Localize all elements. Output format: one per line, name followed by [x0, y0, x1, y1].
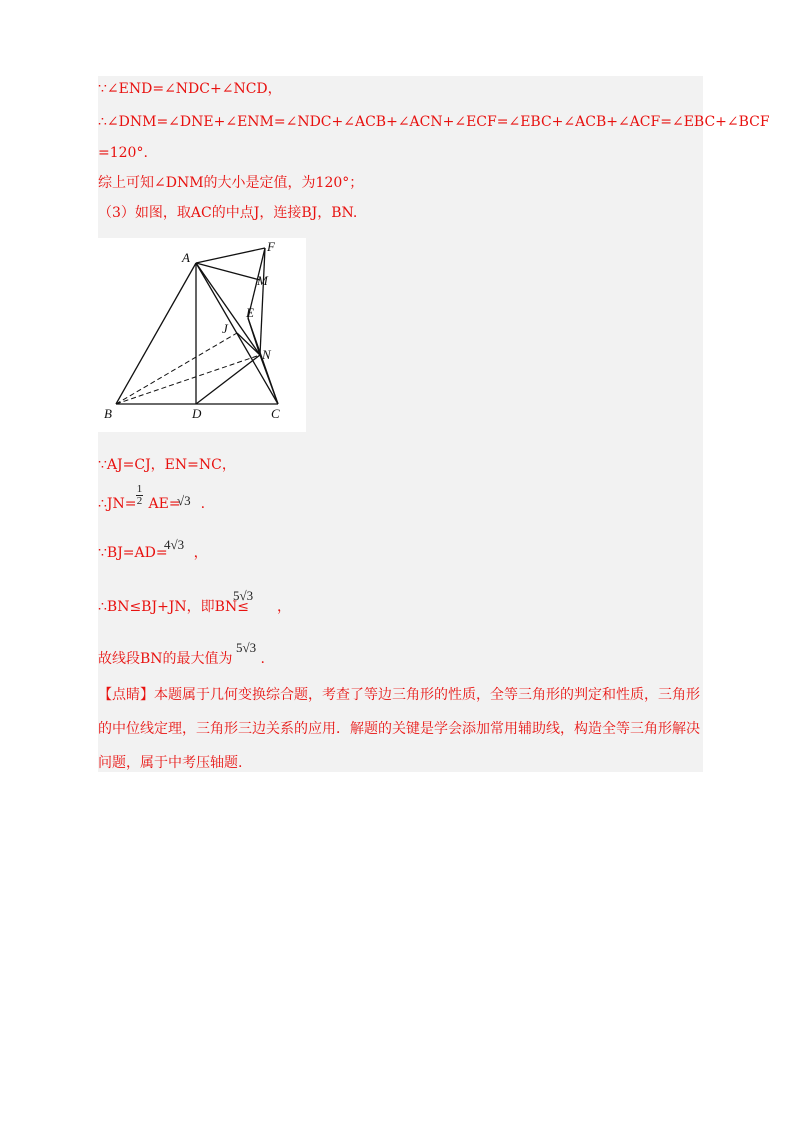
fraction-denominator: 2: [136, 495, 143, 507]
line7-part-c: .: [200, 496, 206, 512]
comment-paragraph: [98, 678, 703, 780]
label-C: C: [271, 406, 280, 421]
segment-NC: [260, 355, 278, 404]
text-line-1: ∵∠END=∠NDC+∠NCD，: [98, 81, 282, 97]
label-A: A: [182, 250, 190, 265]
comment-tag: 【点睛】: [98, 687, 154, 703]
segment-AB: [116, 263, 196, 404]
label-E: E: [246, 305, 254, 320]
line8-part-a: ∵BJ=AD=: [98, 545, 168, 561]
geometry-diagram: [98, 238, 306, 432]
text-line-5: （3）如图，取AC的中点J，连接BJ，BN.: [98, 205, 358, 221]
label-M: M: [257, 273, 268, 288]
line10-part-a: 故线段BN的最大值为: [98, 651, 233, 667]
line7-part-a: ∴JN=: [98, 496, 137, 512]
line10-part-b: .: [260, 651, 265, 667]
five-sqrt3-value-a: 5√3: [233, 588, 254, 603]
text-line-2: ∴∠DNM=∠DNE+∠ENM=∠NDC+∠ACB+∠ACN+∠ECF=∠EBC+∠ACB+∠ACF=∠EBC+∠BCF: [98, 114, 770, 130]
label-N: N: [262, 347, 271, 362]
label-F: F: [267, 239, 275, 254]
geometry-figure: [98, 238, 306, 432]
text-line-8: [98, 544, 208, 562]
text-line-9: [98, 598, 291, 616]
text-line-4: 综上可知∠DNM的大小是定值，为120°；: [98, 175, 364, 191]
label-B: B: [104, 406, 112, 421]
text-line-3: =120°.: [98, 145, 148, 161]
sqrt3-value: √3: [177, 493, 191, 508]
fraction-one-half: [136, 484, 143, 507]
segment-ND: [196, 355, 260, 404]
text-line-6: ∵AJ=CJ，EN=NC，: [98, 457, 236, 473]
line9-part-b: ，: [276, 599, 291, 615]
line7-part-b: AE=: [148, 496, 181, 512]
line9-part-a: ∴BN≤BJ+JN，即BN≤: [98, 599, 249, 615]
four-sqrt3-value: 4√3: [164, 537, 185, 552]
fraction-numerator: 1: [136, 483, 143, 495]
comment-text: 本题属于几何变换综合题，考查了等边三角形的性质，全等三角形的判定和性质，三角形的中位线定理，三角形三边关系的应用．解题的关键是学会添加常用辅助线，构造全等三角形解决问题，属于中考压轴题.: [98, 687, 700, 771]
label-D: D: [192, 406, 202, 421]
label-J: J: [222, 321, 228, 336]
five-sqrt3-value-b: 5√3: [236, 640, 257, 655]
line8-part-b: ，: [193, 545, 208, 561]
segment-AF: [196, 248, 265, 263]
dashed-BN: [116, 355, 260, 404]
